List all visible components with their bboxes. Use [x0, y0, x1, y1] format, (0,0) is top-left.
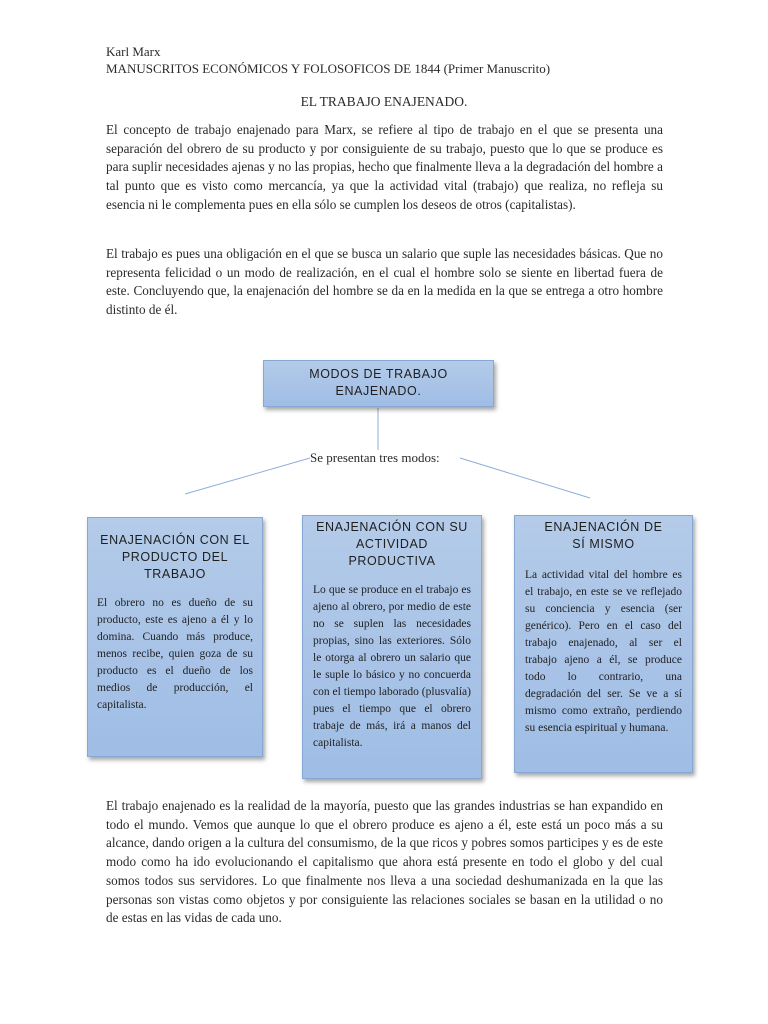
document-title: EL TRABAJO ENAJENADO. [300, 94, 468, 109]
diagram-root-box [263, 360, 494, 407]
mode-box-activity-body: Lo que se produce en el trabajo es ajeno al obrero, por medio de este no se suplen las necesidades propias, sino las exteriores. Sólo le otorga al obrero un salario que le suple lo básico y no concuerda con el tiempo laborado (plusvalía) pues el tiempo que el obrero trabaje de más, irá a manos del capitalista. [313, 584, 471, 749]
diagram-root-label: MODOS DE TRABAJO ENAJENADO. [309, 367, 448, 398]
mode-box-self-body: La actividad vital del hombre es el trabajo, en este se ve reflejado su conciencia y esencia (ser genérico). Pero en el caso del trabajo enajenado, al ser el trabajo ajeno a él, se produce todo lo contrario, una degradación del ser. Se ve a sí mismo como extraño, perdiendo su esencia espiritual y humana. [525, 569, 682, 734]
work-title-line: MANUSCRITOS ECONÓMICOS Y FOLOSOFICOS DE 1844 (Primer Manuscrito) [106, 61, 551, 76]
mode-box-product-body: El obrero no es dueño de su producto, este es ajeno a él y lo domina. Cuando más produce, menos recibe, quien goza de su producto es el dueño de los medios de producción, el capitalista. [97, 597, 253, 711]
mode-box-product [87, 517, 263, 757]
mode-box-product-title: ENAJENACIÓN CON EL PRODUCTO DEL TRABAJO [100, 533, 250, 581]
closing-paragraph: El trabajo enajenado es la realidad de la mayoría, puesto que las grandes industrias se han expandido en todo el mundo. Vemos que aunque lo que el obrero produce es ajeno a él, este está un poco más a su alcance, dando origen a la cultura del consumismo, de la que ricos y pobres somos participes y es de este modo como ha ido evolucionando el capitalismo que ahora está presente en todo el globo y del cual somos todos sus servidores. Lo que finalmente nos lleva a una sociedad deshumanizada en la que las personas son vistas como objetos y por consiguiente las relaciones sociales se basan en la utilidad o no de estas en las vidas de cada uno. [106, 798, 663, 926]
left-branch-line [185, 458, 310, 494]
mode-box-self [514, 515, 693, 773]
diagram-connector-label: Se presentan tres modos: [310, 450, 440, 465]
mode-box-activity [302, 515, 482, 779]
mode-box-self-title: ENAJENACIÓN DE SÍ MISMO [544, 520, 663, 551]
second-paragraph: El trabajo es pues una obligación en el que se busca un salario que suple las necesidades básicas. Que no representa felicidad o un modo de realización, en el cual el hombre solo se siente en libertad fuera de este. Concluyendo que, la enajenación del hombre se da en la medida en la que se entrega a otro hombre distinto de él. [106, 246, 663, 318]
intro-paragraph: El concepto de trabajo enajenado para Marx, se refiere al tipo de trabajo en el que se presenta una separación del obrero de su producto y por consiguiente de su trabajo, puesto que lo que se produce es para suplir necesidades ajenas y no las propias, hecho que finalmente lleva a la degradación del hombre a tal punto que es visto como mercancía, ya que la actividad vital (trabajo) que realiza, no refleja su esencia ni le complementa pues en ella sólo se cumplen los deseos de otros (capitalistas). [106, 122, 663, 212]
right-branch-line [460, 458, 590, 498]
mode-box-activity-title: ENAJENACIÓN CON SU ACTIVIDAD PRODUCTIVA [316, 520, 468, 568]
author-line: Karl Marx [106, 44, 161, 59]
